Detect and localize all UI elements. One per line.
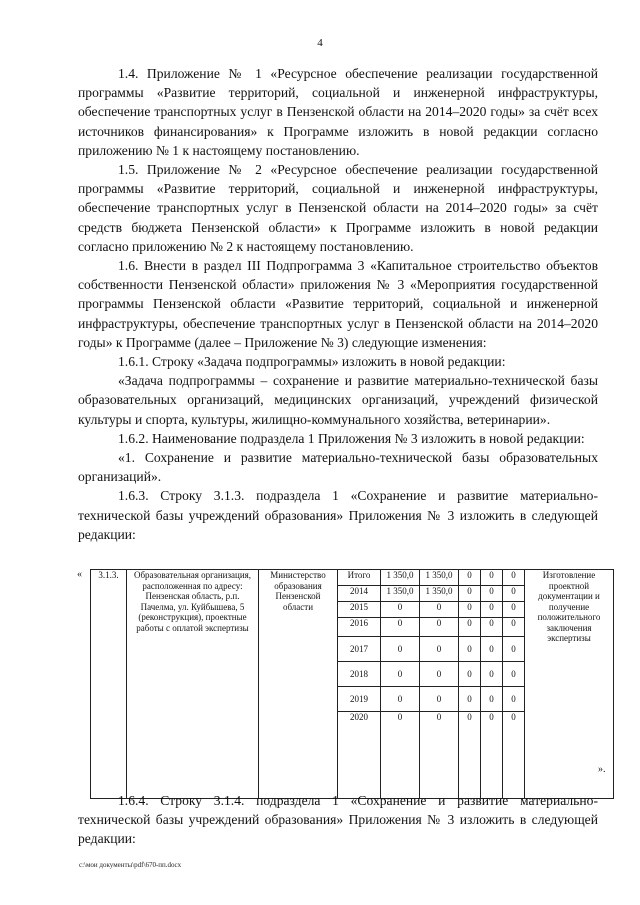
year-cell: 2015 [338,602,381,618]
value-cell: 0 [481,586,503,602]
year-cell: 2020 [338,712,381,799]
value-cell: 0 [481,687,503,712]
value-cell: 1 350,0 [420,586,459,602]
value-cell: 0 [503,662,525,687]
ministry-cell: Министерство образования Пензенской области [259,570,338,799]
paragraph-task-quote: «Задача подпрограммы – сохранение и развитие материально-технической базы образовательных организаций, медицинских организаций, учреждений физической культуры и спорта, культуры, жилищно-коммунального хозяйства, ветеринарии». [78,373,598,427]
value-cell: 0 [420,712,459,799]
document-body-lower [78,791,598,849]
year-cell: 2019 [338,687,381,712]
paragraph-1-6-4: 1.6.4. Строку 3.1.4. подраздела 1 «Сохранение и развитие материально-технической базы учреждений образования» Приложения № 3 изложить в следующей редакции: [78,793,598,847]
value-cell: 0 [481,602,503,618]
paragraph-1-5: 1.5. Приложение № 2 «Ресурсное обеспечение реализации государственной программы «Развитие территорий, социальной и инженерной инфраструктуры, обеспечение транспортных услуг в Пензенской области на 2014–2020 годы» за счёт средств бюджета Пензенской области» к Программе изложить в новой редакции согласно приложению № 2 к настоящему постановлению. [78,162,598,254]
value-cell: 0 [481,712,503,799]
value-cell: 0 [381,602,420,618]
value-cell: 0 [503,687,525,712]
value-cell: 0 [481,637,503,662]
value-cell: 0 [503,602,525,618]
measures-table [90,569,614,799]
value-cell: 0 [420,662,459,687]
table-row [91,570,614,586]
value-cell: 0 [420,618,459,637]
object-cell: Образовательная организация, расположенная по адресу: Пензенская область, р.п. Пачелма, ул. Куйбышева, 5 (реконструкция), проектные работы с оплатой экспертизы [127,570,259,799]
value-cell: 0 [459,687,481,712]
page-number: 4 [317,37,323,49]
value-cell: 0 [503,586,525,602]
value-cell: 0 [420,637,459,662]
paragraph-1-6-3: 1.6.3. Строку 3.1.3. подраздела 1 «Сохранение и развитие материально-технической базы учреждений образования» Приложения № 3 изложить в следующей редакции: [78,488,598,542]
file-path-footer: c:\мои документы\pdf\670-пп.docx [79,861,182,869]
value-cell: 0 [459,570,481,586]
value-cell: 0 [503,637,525,662]
year-cell: 2016 [338,618,381,637]
paragraph-1-4: 1.4. Приложение № 1 «Ресурсное обеспечение реализации государственной программы «Развитие территорий, социальной и инженерной инфраструктуры, обеспечение транспортных услуг в Пензенской области на 2014–2020 годы» за счёт всех источников финансирования» к Программе изложить в новой редакции согласно приложению № 1 к настоящему постановлению. [78,66,598,158]
value-cell: 1 350,0 [381,570,420,586]
table-open-quote: « [77,569,82,580]
value-cell: 0 [503,618,525,637]
paragraph-1-6-1: 1.6.1. Строку «Задача подпрограммы» изложить в новой редакции: [118,354,506,370]
value-cell: 0 [381,637,420,662]
value-cell: 0 [459,618,481,637]
paragraph-subsection-quote: «1. Сохранение и развитие материально-технической базы образовательных организаций». [78,450,598,485]
paragraph-1-6: 1.6. Внести в раздел III Подпрограмма 3 «Капитальное строительство объектов собственности Пензенской области» приложения № 3 «Мероприятия государственной программы Пензенской области «Развитие территорий, социальной и инженерной инфраструктуры, обеспечение транспортных услуг в Пензенской области на 2014–2020 годы» к Программе (далее – Приложение № 3) следующие изменения: [78,258,598,350]
value-cell: 0 [459,712,481,799]
value-cell: 0 [420,687,459,712]
value-cell: 0 [420,602,459,618]
value-cell: 0 [381,618,420,637]
value-cell: 0 [481,662,503,687]
value-cell: 0 [459,637,481,662]
value-cell: 0 [381,687,420,712]
value-cell: 0 [481,618,503,637]
value-cell: 0 [459,586,481,602]
year-cell: 2017 [338,637,381,662]
value-cell: 0 [503,570,525,586]
paragraph-1-6-2: 1.6.2. Наименование подраздела 1 Приложения № 3 изложить в новой редакции: [118,430,585,446]
document-body-upper [78,64,598,544]
value-cell: 0 [381,662,420,687]
value-cell: 1 350,0 [381,586,420,602]
year-cell: 2014 [338,586,381,602]
value-cell: 0 [503,712,525,799]
value-cell: 1 350,0 [420,570,459,586]
table-close-quote: ». [598,764,606,775]
value-cell: 0 [481,570,503,586]
row-number-cell: 3.1.3. [91,570,127,799]
value-cell: 0 [459,662,481,687]
result-cell: Изготовление проектной документации и получение положительного заключения экспертизы [525,570,614,799]
value-cell: 0 [381,712,420,799]
value-cell: 0 [459,602,481,618]
year-cell: Итого [338,570,381,586]
year-cell: 2018 [338,662,381,687]
